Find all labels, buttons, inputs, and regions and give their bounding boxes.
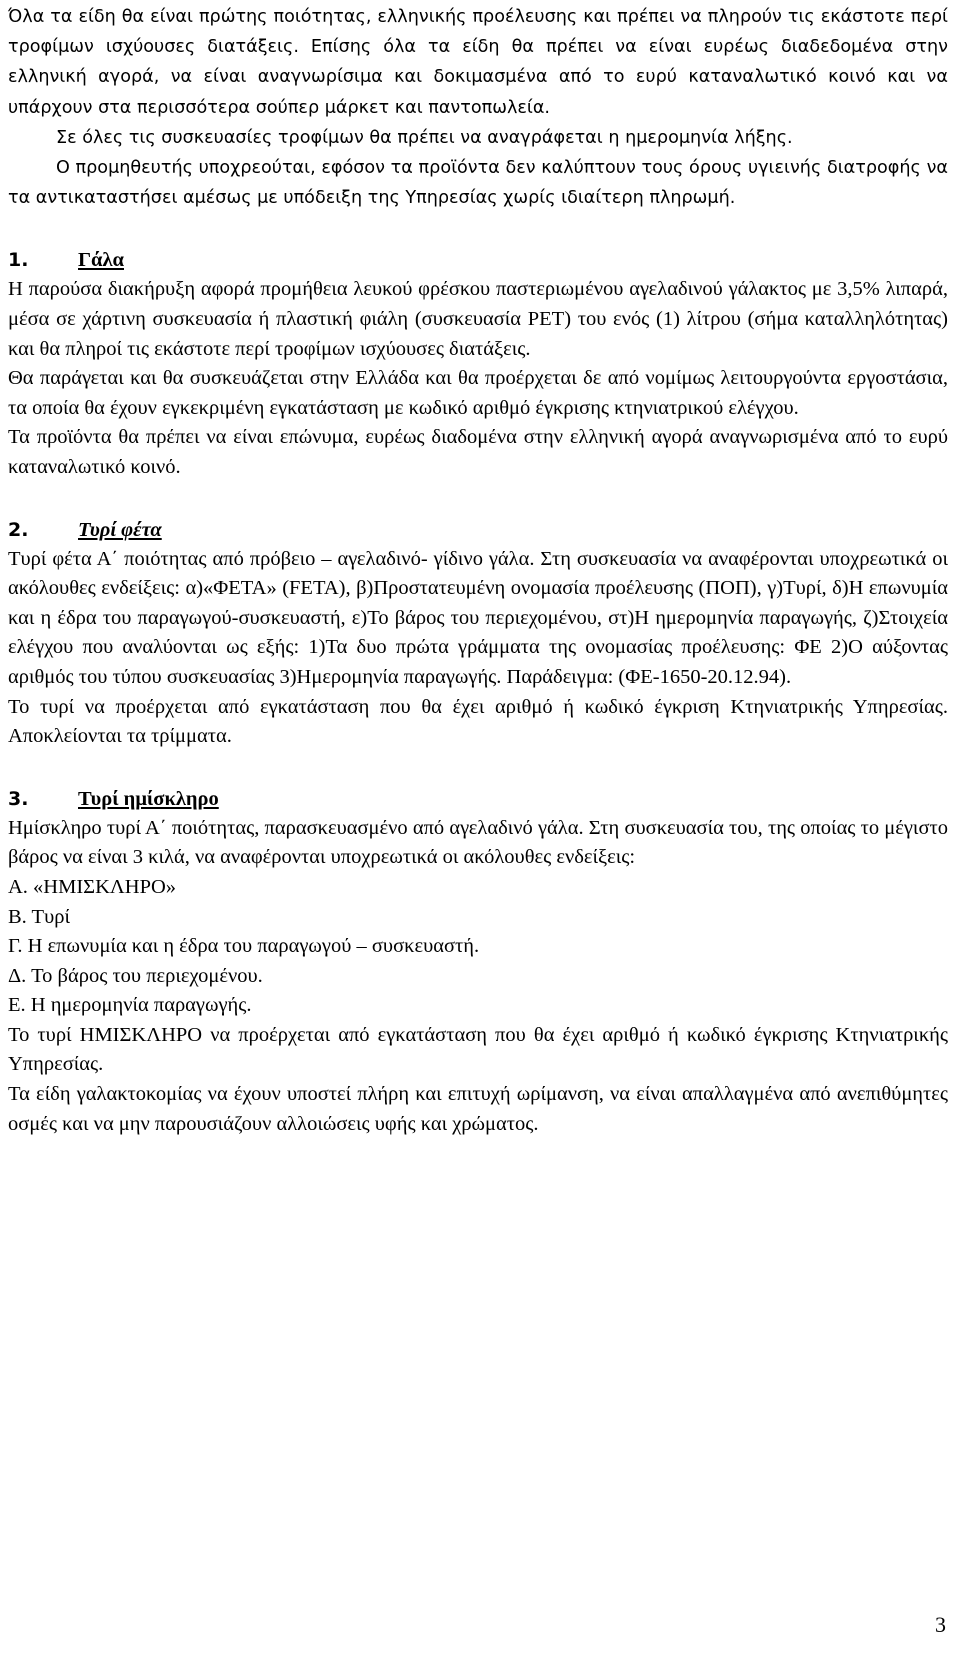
section-3-intro: Ημίσκληρο τυρί Α΄ ποιότητας, παρασκευασμένο από αγελαδινό γάλα. Στη συσκευασία του, της οποίας το μέγιστο βάρος να είναι 3 κιλά, να αναφέρονται υποχρεωτικά οι ακόλουθες ενδείξεις: — [8, 816, 948, 869]
spacer — [8, 752, 948, 784]
section-3-paragraph: Το τυρί ΗΜΙΣΚΛΗΡΟ να προέρχεται από εγκατάσταση που θα έχει αριθμό ή κωδικό έγκρισης Κτηνιατρικής Υπηρεσίας. — [8, 1023, 948, 1076]
section-1-heading — [8, 245, 948, 275]
section-3-list-item: Γ. Η επωνυμία και η έδρα του παραγωγού – συσκευαστή. — [8, 935, 480, 958]
section-3-title: Τυρί ημίσκληρο — [78, 787, 219, 810]
section-3-paragraph: Τα είδη γαλακτοκομίας να έχουν υποστεί πλήρη και επιτυχή ωρίμανση, να είναι απαλλαγμένα από ανεπιθύμητες οσμές και να μην παρουσιάζουν αλλοιώσεις υφής και χρώματος. — [8, 1083, 948, 1135]
intro-paragraph-quality: Όλα τα είδη θα είναι πρώτης ποιότητας, ελληνικής προέλευσης και πρέπει να πληρούν τις εκάστοτε περί τροφίμων ισχύουσες διατάξεις. Επίσης όλα τα είδη θα πρέπει να είναι ευρέως διαδεδομένα στην ελληνική αγορά, να είναι αναγνωρίσιμα και δοκιμασμένα από το ευρύ καταναλωτικό κοινό και να υπάρχουν στα περισσότερα σούπερ μάρκετ και παντοπωλεία. — [8, 7, 948, 118]
intro-paragraph-expiry: Σε όλες τις συσκευασίες τροφίμων θα πρέπει να αναγράφεται η ημερομηνία λήξης. — [56, 127, 793, 148]
section-1-paragraph: Η παρούσα διακήρυξη αφορά προμήθεια λευκού φρέσκου παστεριωμένου αγελαδινού γάλακτος με 3,5% λιπαρά, μέσα σε χάρτινη συσκευασία ή πλαστική φιάλη (συσκευασία PET) του ενός (1) λίτρου (σήμα καταλληλότητας) και θα πληροί τις εκάστοτε περί τροφίμων ισχύουσες διατάξεις. — [8, 278, 948, 360]
section-1-paragraph: Θα παράγεται και θα συσκευάζεται στην Ελλάδα και θα προέρχεται δε από νομίμως λειτουργούντα εργοστάσια, τα οποία θα έχουν εγκεκριμένη εγκατάσταση με κωδικό αριθμό έγκρισης κτηνιατρικού ελέγχου. — [8, 367, 948, 419]
section-1-title: Γάλα — [78, 249, 124, 272]
section-2-heading — [8, 515, 948, 545]
section-1-number: 1. — [8, 249, 29, 272]
section-3-number: 3. — [8, 787, 29, 810]
section-3-heading — [8, 784, 948, 814]
section-3-list-item: Δ. Το βάρος του περιεχομένου. — [8, 964, 263, 987]
section-3-list-item: Ε. Η ημερομηνία παραγωγής. — [8, 994, 252, 1017]
intro-paragraph-supplier: Ο προμηθευτής υποχρεούται, εφόσον τα προϊόντα δεν καλύπτουν τους όρους υγιεινής διατροφής να τα αντικαταστήσει αμέσως με υπόδειξη της Υπηρεσίας χωρίς ιδιαίτερη πληρωμή. — [8, 158, 948, 209]
document-page — [8, 0, 948, 1139]
section-2-number: 2. — [8, 518, 29, 541]
spacer — [8, 483, 948, 515]
spacer — [8, 213, 948, 245]
section-1-paragraph: Τα προϊόντα θα πρέπει να είναι επώνυμα, ευρέως διαδομένα στην ελληνική αγορά αναγνωρισμένα από το ευρύ καταναλωτικό κοινό. — [8, 426, 948, 478]
section-2-paragraph: Το τυρί να προέρχεται από εγκατάσταση που θα έχει αριθμό ή κωδικό έγκριση Κτηνιατρικής Υπηρεσίας. Αποκλείονται τα τρίμματα. — [8, 695, 948, 748]
section-3-list-item: Β. Τυρί — [8, 905, 70, 928]
section-3-list-item: Α. «ΗΜΙΣΚΛΗΡΟ» — [8, 875, 177, 898]
page-number: 3 — [935, 1612, 946, 1637]
section-2-title: Τυρί φέτα — [78, 518, 162, 541]
section-2-paragraph: Τυρί φέτα Α΄ ποιότητας από πρόβειο – αγελαδινό- γίδινο γάλα. Στη συσκευασία να αναφέρονται υποχρεωτικά οι ακόλουθες ενδείξεις: α)«ΦΕΤΑ» (FETA), β)Προστατευμένη ονομασία προέλευσης (ΠΟΠ), γ)Τυρί, δ)Η επωνυμία και η έδρα του παραγωγού-συσκευαστή, ε)Το βάρος του περιεχομένου, στ)Η ημερομηνία παραγωγής, ζ)Στοιχεία ελέγχου που αναλύονται ως εξής: 1)Τα δυο πρώτα γράμματα της ονομασίας προέλευσης: ΦΕ 2)Ο αύξοντας αριθμός του τύπου συσκευασίας 3)Ημερομηνία παραγωγής. Παράδειγμα: (ΦΕ-1650-20.12.94). — [8, 547, 948, 688]
